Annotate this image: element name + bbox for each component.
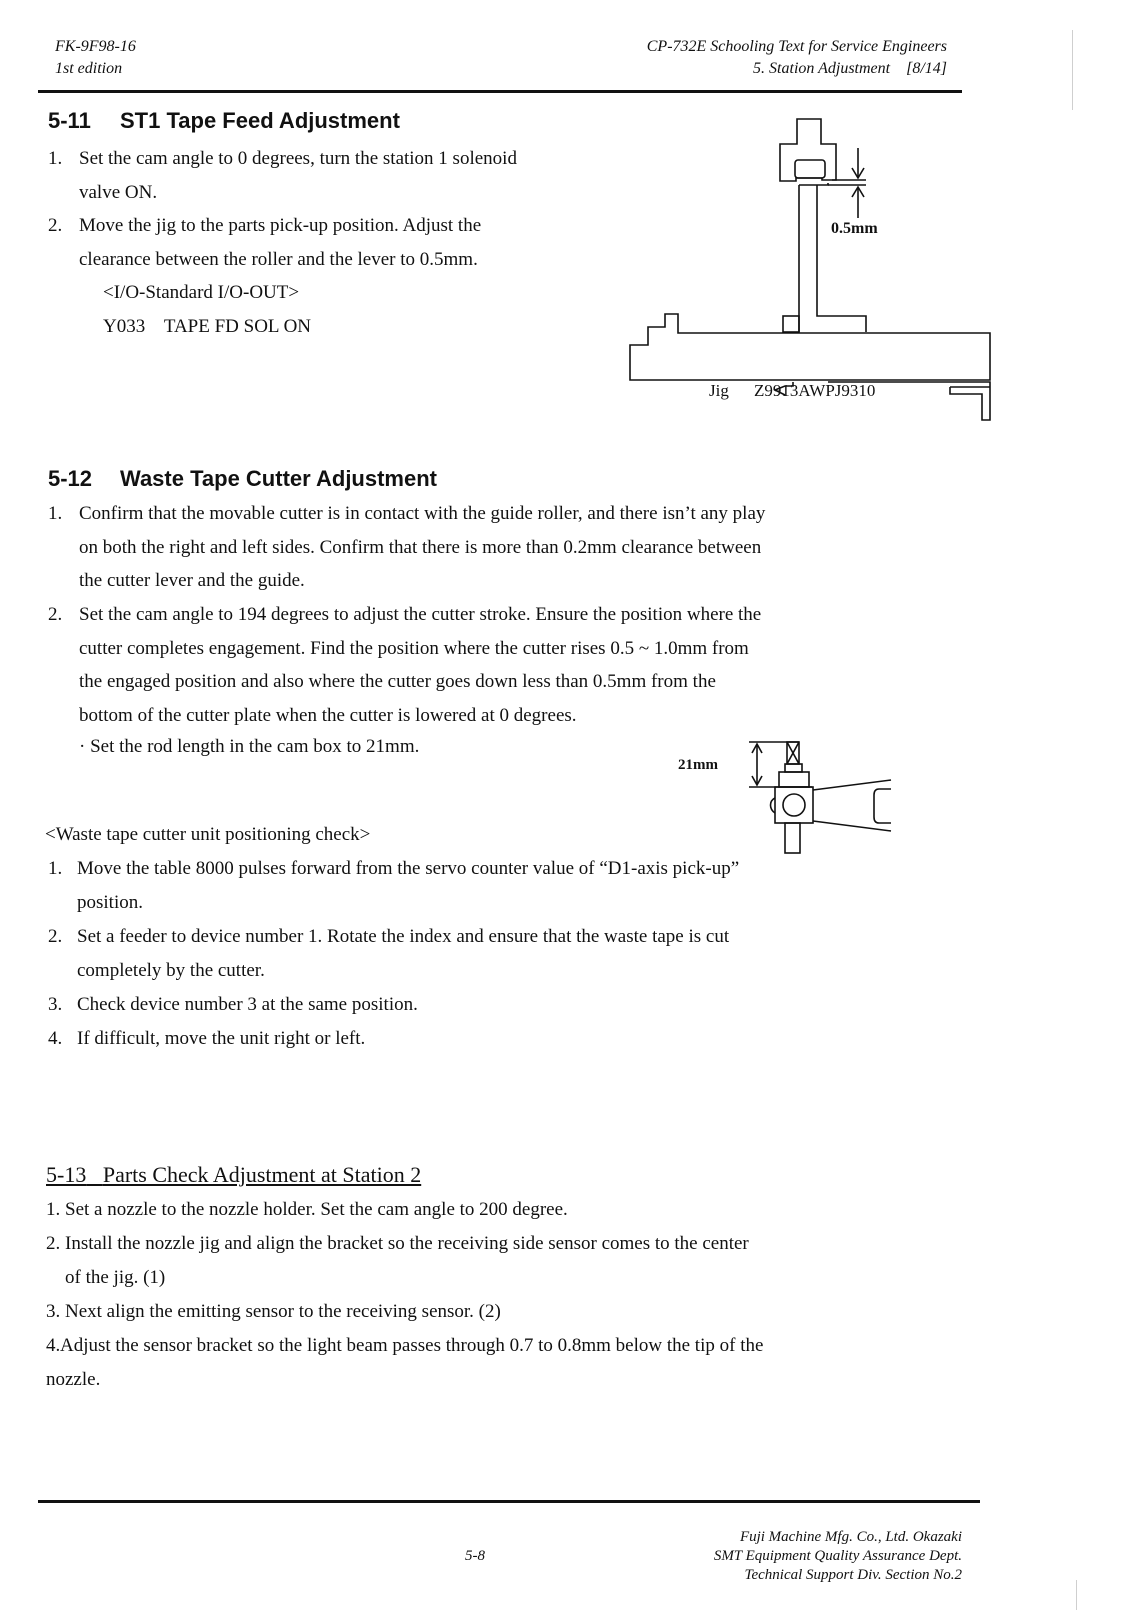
item-number: 4. — [48, 1028, 63, 1049]
section-number: 5-11 — [48, 108, 91, 133]
section-5-13-title — [46, 1162, 421, 1188]
io-label: <I/O-Standard I/O-OUT> — [103, 282, 300, 303]
item-number: 2. — [46, 1233, 61, 1254]
section-heading: Parts Check Adjustment at Station 2 — [102, 1162, 422, 1187]
list-item — [48, 852, 1008, 919]
item-number: 2. — [48, 215, 63, 236]
item-number: 3. — [48, 994, 63, 1015]
item-text: the engaged position and also where the cutter goes down less than 0.5mm from the — [79, 671, 716, 692]
section-heading: Waste Tape Cutter Adjustment — [120, 466, 437, 491]
item-text: valve ON. — [79, 181, 158, 203]
item-number: 4. — [46, 1335, 61, 1356]
list-item — [46, 1295, 1006, 1329]
item-text: Move the table 8000 pulses forward from the servo counter value of “D1-axis pick-up” — [77, 858, 740, 879]
item-text: Confirm that the movable cutter is in contact with the guide roller, and there isn’t any play — [79, 503, 766, 524]
footer-org — [714, 1528, 962, 1585]
footer-department: SMT Equipment Quality Assurance Dept. — [713, 1548, 962, 1564]
item-text: Check device number 3 at the same position. — [77, 994, 418, 1015]
cam-box-rod-diagram — [660, 735, 920, 865]
section-number: 5-13 — [46, 1162, 87, 1187]
io-signal: Y033 TAPE FD SOL ON — [103, 316, 312, 337]
subheading-positioning-check: <Waste tape cutter unit positioning check> — [45, 824, 371, 845]
item-text: nozzle. — [46, 1368, 101, 1390]
rod-length-note: · Set the rod length in the cam box to 21mm. — [79, 736, 420, 757]
item-text: If difficult, move the unit right or left. — [77, 1028, 366, 1049]
header-left — [55, 36, 136, 80]
item-text: the cutter lever and the guide. — [79, 570, 305, 591]
header-right — [647, 36, 947, 80]
item-text: Install the nozzle jig and align the bracket so the receiving side sensor comes to the center — [65, 1233, 749, 1254]
chapter-line — [647, 58, 947, 80]
section-5-11-title — [48, 108, 400, 134]
item-text: Set the cam angle to 194 degrees to adjust the cutter stroke. Ensure the position where the — [79, 604, 762, 625]
roller-holder — [780, 119, 836, 181]
item-number: 2. — [48, 926, 63, 947]
doc-id: FK-9F98-16 — [55, 38, 136, 55]
doc-title: CP-732E Schooling Text for Service Engineers — [646, 38, 947, 55]
item-text: on both the right and left sides. Confirm that there is more than 0.2mm clearance between — [79, 536, 762, 558]
jig-label: Jig — [709, 381, 729, 400]
item-number: 2. — [48, 604, 63, 625]
rod-block — [775, 787, 813, 823]
item-number: 1. — [48, 148, 63, 169]
lever — [799, 183, 866, 332]
list-item — [48, 142, 648, 209]
item-text: Next align the emitting sensor to the receiving sensor. (2) — [65, 1301, 501, 1322]
footer-rule — [38, 1500, 980, 1503]
scan-edge-mark — [1072, 30, 1073, 110]
list-item — [46, 1329, 1006, 1396]
jig-part-number: Z9913AWPJ9310 — [754, 381, 876, 400]
footer-company: Fuji Machine Mfg. Co., Ltd. Okazaki — [739, 1529, 962, 1545]
item-text: of the jig. (1) — [65, 1266, 166, 1288]
page-ref: [8/14] — [906, 60, 947, 77]
item-text: Set a feeder to device number 1. Rotate the index and ensure that the waste tape is cut — [77, 926, 730, 947]
list-item — [46, 1227, 1006, 1294]
chapter: 5. Station Adjustment — [753, 60, 891, 77]
item-text: Adjust the sensor bracket so the light beam passes through 0.7 to 0.8mm below the tip of the — [60, 1335, 764, 1356]
list-item — [48, 988, 1008, 1022]
footer-division: Technical Support Div. Section No.2 — [744, 1567, 962, 1583]
header-rule — [38, 90, 962, 93]
item-text: position. — [77, 891, 143, 913]
jig-body — [630, 314, 990, 380]
item-text: cutter completes engagement. Find the position where the cutter rises 0.5 ~ 1.0mm from — [79, 637, 749, 659]
item-text: completely by the cutter. — [77, 959, 265, 981]
roller — [795, 160, 825, 178]
section-5-12-title — [48, 466, 437, 492]
list-item — [48, 920, 1008, 987]
item-text: Set a nozzle to the nozzle holder. Set the cam angle to 200 degree. — [65, 1199, 568, 1220]
item-number: 1. — [48, 503, 63, 524]
page-number: 5-8 — [465, 1548, 485, 1564]
clearance-label: 0.5mm — [831, 220, 878, 237]
item-text: Set the cam angle to 0 degrees, turn the station 1 solenoid — [79, 148, 517, 169]
scan-edge-mark — [1076, 1580, 1077, 1610]
list-item — [48, 209, 648, 276]
item-text: bottom of the cutter plate when the cutter is lowered at 0 degrees. — [79, 704, 577, 726]
item-number: 3. — [46, 1301, 61, 1322]
list-item — [46, 1193, 1006, 1227]
section-number: 5-12 — [48, 466, 93, 491]
list-item — [48, 1022, 1008, 1056]
edition: 1st edition — [55, 60, 123, 77]
list-item — [48, 497, 1008, 598]
item-number: 1. — [46, 1199, 61, 1220]
section-heading: ST1 Tape Feed Adjustment — [120, 108, 400, 133]
item-text: Move the jig to the parts pick-up position. Adjust the — [79, 215, 482, 236]
list-item — [48, 598, 1008, 732]
rod-length-label: 21mm — [678, 757, 718, 773]
item-text: clearance between the roller and the lever to 0.5mm. — [79, 248, 478, 270]
item-number: 1. — [48, 858, 63, 879]
